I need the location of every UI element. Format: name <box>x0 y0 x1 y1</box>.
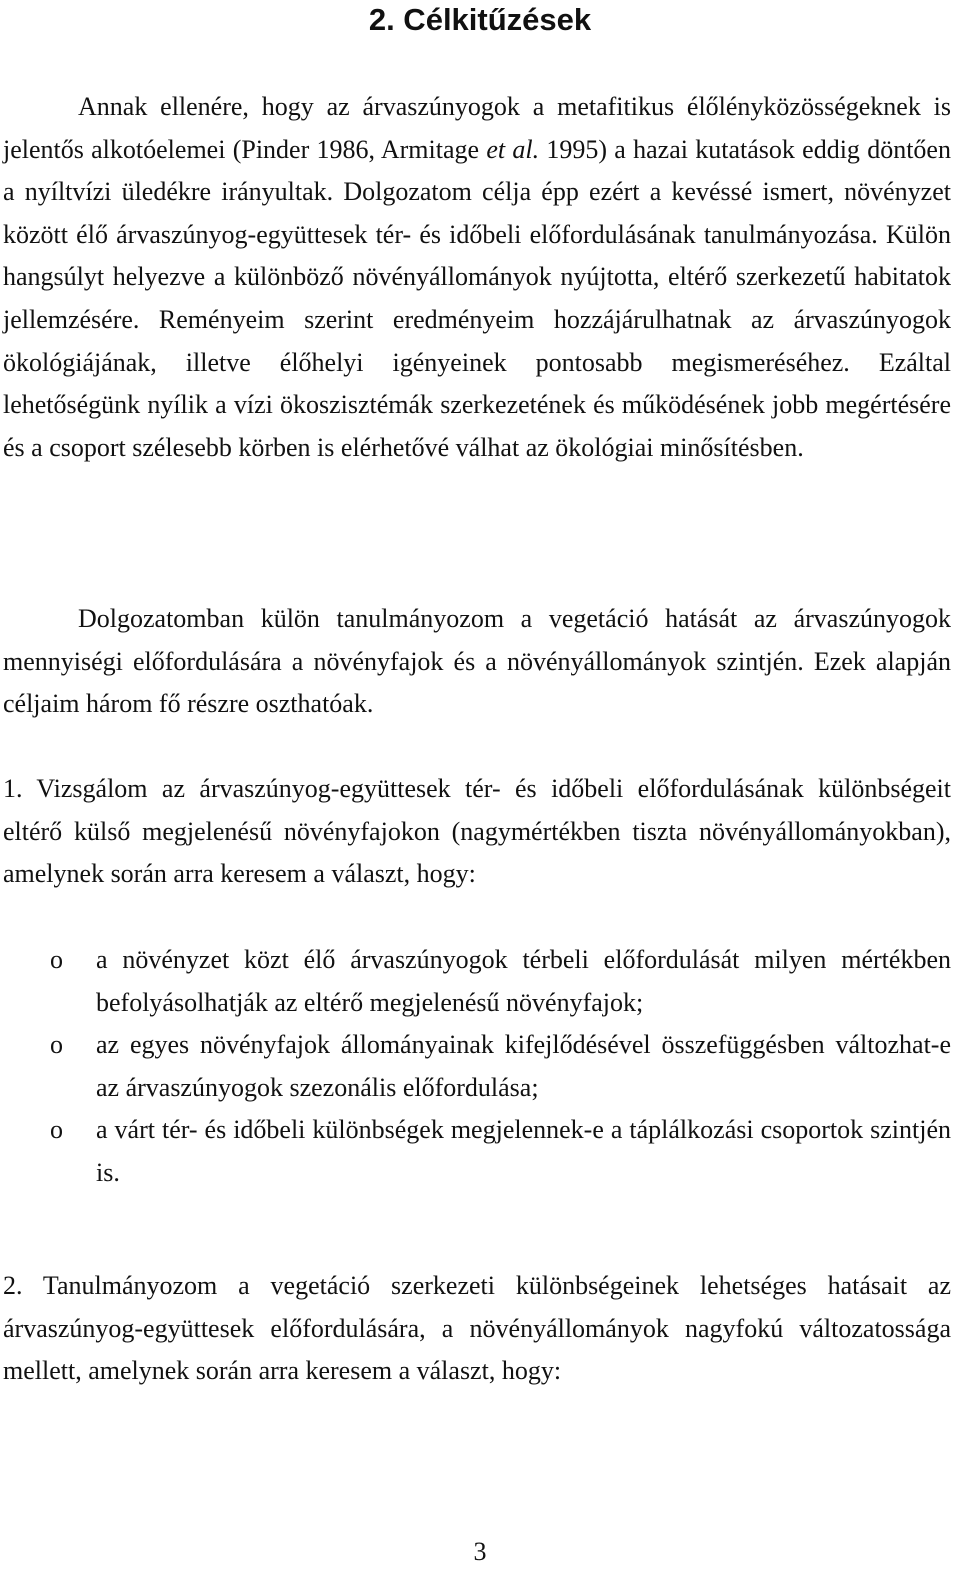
second-paragraph: Dolgozatomban külön tanulmányozom a vegetáció hatását az árvaszúnyogok mennyiségi előfordulására a növényfajok és a növényállományok szintjén. Ezek alapján céljaim három fő részre oszthatóak. <box>3 604 951 719</box>
bullet-marker: o <box>50 1115 63 1145</box>
goal-one-paragraph: 1. Vizsgálom az árvaszúnyog-együttesek tér- és időbeli előfordulásának különbségeit eltérő külső megjelenésű növényfajokon (nagymértékben tiszta növényállományokban), amelynek során arra keresem a választ, hogy: <box>3 774 951 889</box>
intro-paragraph <box>3 86 951 469</box>
goal-one-bullet-list <box>3 939 951 1195</box>
bullet-item <box>3 1109 951 1194</box>
intro-text-part2: 1995) a hazai kutatások eddig döntően a nyíltvízi üledékre irányultak. Dolgozatom célja épp ezért a kevéssé ismert, növényzet között élő árvaszúnyog-együttesek tér- és időbeli előfordulásának tanulmányozása. Külön hangsúlyt helyezve a különböző növényállományok nyújtotta, eltérő szerkezetű habitatok jellemzésére. Reményeim szerint eredményeim hozzájárulhatnak az árvaszúnyogok ökológiájának, illetve élőhelyi igényeinek pontosabb megismeréséhez. Ezáltal lehetőségünk nyílik a vízi ökoszisztémák szerkezetének és működésének jobb megértésére és a csoport szélesebb körben is elérhetővé válhat az ökológiai minősítésben. <box>3 134 951 462</box>
bullet-text: a növényzet közt élő árvaszúnyogok térbeli előfordulását milyen mértékben befolyásolhatják az eltérő megjelenésű növényfajok; <box>96 945 951 1017</box>
bullet-item <box>3 939 951 1024</box>
intro-italic-citation: et al. <box>486 134 540 164</box>
bullet-item <box>3 1024 951 1109</box>
bullet-text: a várt tér- és időbeli különbségek megjelennek-e a táplálkozási csoportok szintjén is. <box>96 1115 951 1187</box>
bullet-text: az egyes növényfajok állományainak kifejlődésével összefüggésben változhat-e az árvaszúnyogok szezonális előfordulása; <box>96 1030 951 1102</box>
bullet-marker: o <box>50 1030 63 1060</box>
bullet-marker: o <box>50 945 63 974</box>
section-heading: 2. Célkitűzések <box>368 2 592 37</box>
goal-two-paragraph: 2. Tanulmányozom a vegetáció szerkezeti különbségeinek lehetséges hatásait az árvaszúnyog-együttesek előfordulására, a növényállományok nagyfokú változatossága mellett, amelynek során arra keresem a választ, hogy: <box>3 1271 951 1386</box>
page-number: 3 <box>473 1537 487 1566</box>
intro-text-part1: Annak ellenére, hogy az árvaszúnyogok a metafitikus élőlényközösségeknek is jelentős alkotóelemei (Pinder 1986, Armitage <box>3 92 951 164</box>
